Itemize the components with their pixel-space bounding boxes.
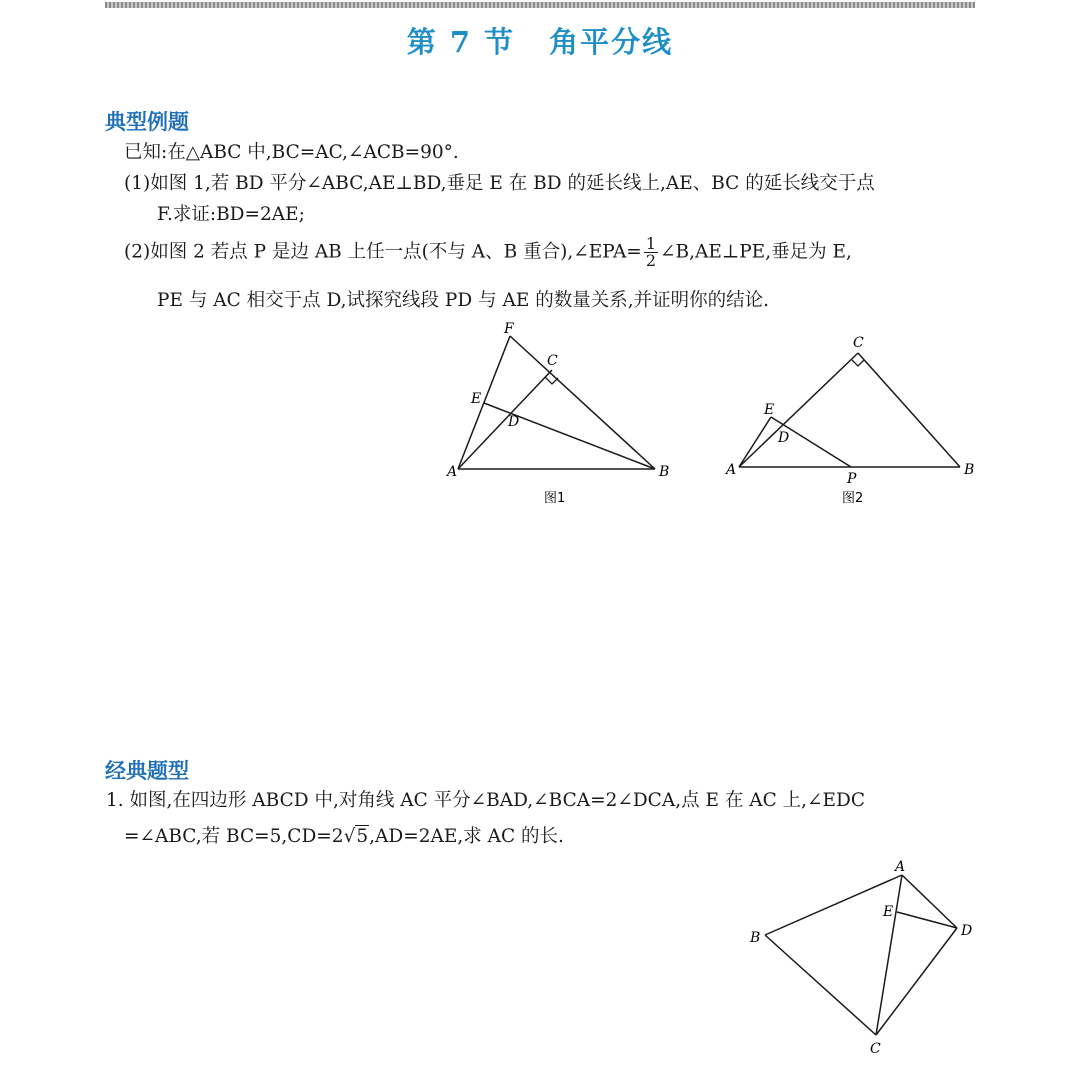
fig2-label-E: E	[764, 402, 775, 418]
q1-line-a: 1. 如图,在四边形 ABCD 中,对角线 AC 平分∠BAD,∠BCA=2∠DCA,点 E 在 AC 上,∠EDC	[106, 790, 865, 811]
fig3-label-D: D	[961, 923, 973, 939]
fig3-label-C: C	[870, 1041, 881, 1057]
fig1-label-D: D	[508, 414, 520, 430]
fig1-label-A: A	[447, 464, 458, 480]
sqrt-expression: √5	[343, 826, 369, 847]
part2-line-a	[124, 236, 852, 269]
q1-line-b	[124, 826, 564, 848]
fig2-label-B: B	[964, 462, 975, 478]
top-border	[105, 2, 975, 8]
fraction	[644, 236, 658, 269]
fig3-label-A: A	[895, 859, 906, 875]
part2-line-b: PE 与 AC 相交于点 D,试探究线段 PD 与 AE 的数量关系,并证明你的结论.	[157, 290, 769, 311]
fig3-label-E: E	[883, 904, 894, 920]
fig1-label-C: C	[547, 353, 558, 369]
classic-heading: 经典题型	[105, 759, 189, 783]
fraction-denominator: 2	[645, 251, 656, 270]
fig3-segment-BC	[765, 935, 876, 1035]
fig2-segment-CB	[858, 353, 960, 467]
given-line: 已知:在△ABC 中,BC=AC,∠ACB=90°.	[124, 142, 459, 163]
fig1-segment-BE	[484, 403, 655, 469]
sqrt-radicand: 5	[356, 826, 369, 847]
fig3-segment-AC	[876, 875, 902, 1035]
figure-3	[740, 855, 980, 1060]
part2-text-tail: ∠B,AE⊥PE,垂足为 E,	[660, 241, 852, 263]
fig2-segment-AE	[739, 417, 771, 467]
fig2-label-A: A	[726, 462, 737, 478]
part1-line-a: (1)如图 1,若 BD 平分∠ABC,AE⊥BD,垂足 E 在 BD 的延长线上,AE、BC 的延长线交于点	[124, 173, 875, 194]
section-number: 第 7 节	[406, 25, 516, 59]
figure-2	[720, 330, 980, 510]
fig3-segment-AB	[765, 875, 902, 935]
fig3-label-B: B	[750, 930, 761, 946]
fig2-label-D: D	[778, 430, 790, 446]
example-heading: 典型例题	[105, 110, 189, 134]
fig1-label-E: E	[471, 391, 482, 407]
figure-1	[440, 318, 680, 508]
page-title	[0, 20, 1080, 61]
fig1-caption: 图1	[544, 491, 566, 506]
fig2-caption: 图2	[842, 491, 864, 506]
fig1-label-F: F	[504, 321, 514, 337]
fig2-right-angle-mark	[852, 360, 864, 366]
fig3-segment-DC	[876, 928, 957, 1035]
fig2-segment-AC	[739, 353, 858, 467]
q1-text-pre: =∠ABC,若 BC=5,CD=2	[124, 826, 344, 847]
fig2-label-C: C	[853, 335, 864, 351]
fig1-segment-BF	[510, 336, 655, 469]
section-topic: 角平分线	[549, 25, 674, 59]
fig1-segment-AF	[458, 336, 510, 469]
fig2-label-P: P	[847, 471, 857, 487]
fig1-label-B: B	[659, 464, 670, 480]
q1-text-post: ,AD=2AE,求 AC 的长.	[369, 826, 564, 847]
part1-line-b: F.求证:BD=2AE;	[157, 204, 305, 225]
fraction-numerator: 1	[645, 234, 656, 253]
fig1-segment-AC	[458, 370, 552, 469]
part2-text: (2)如图 2 若点 P 是边 AB 上任一点(不与 A、B 重合),∠EPA=	[124, 241, 642, 263]
